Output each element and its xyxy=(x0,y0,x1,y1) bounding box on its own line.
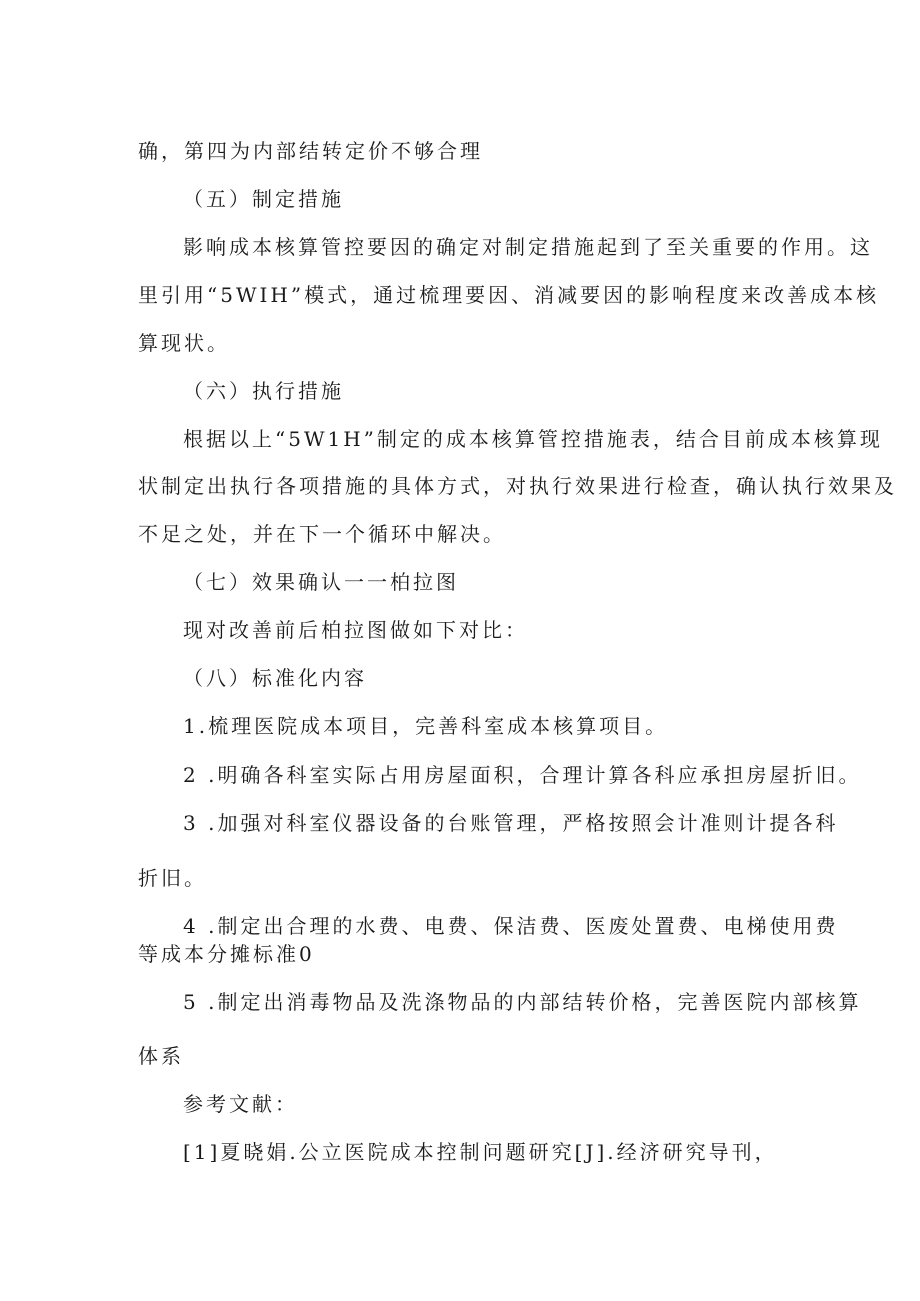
section-heading: （六）执行措施 xyxy=(183,379,344,403)
list-item-continuation: 折旧。 xyxy=(138,866,207,890)
paragraph-line: 根据以上“5W1H”制定的成本核算管控措施表，结合目前成本核算现 xyxy=(183,427,883,451)
list-item: 1.梳理医院成本项目，完善科室成本核算项目。 xyxy=(183,714,669,738)
section-heading: （八）标准化内容 xyxy=(183,666,367,690)
section-heading: （五）制定措施 xyxy=(183,187,344,211)
list-item: 2 .明确各科室实际占用房屋面积，合理计算各科应承担房屋折旧。 xyxy=(183,763,862,787)
section-heading: （七）效果确认一一柏拉图 xyxy=(183,570,459,594)
paragraph-line: 状制定出执行各项措施的具体方式，对执行效果进行检查，确认执行效果及 xyxy=(138,474,897,498)
paragraph-line: 现对改善前后柏拉图做如下对比： xyxy=(183,618,528,642)
list-item-continuation: 体系 xyxy=(138,1044,184,1068)
paragraph-line: 不足之处，并在下一个循环中解决。 xyxy=(138,522,506,546)
list-item: 5 .制定出消毒物品及洗涤物品的内部结转价格，完善医院内部核算 xyxy=(183,990,862,1014)
reference-entry: [1]夏晓娟.公立医院成本控制问题研究[J].经济研究导刊， xyxy=(183,1140,778,1164)
paragraph-line: 里引用“5WIH”模式，通过梳理要因、消减要因的影响程度来改善成本核 xyxy=(138,283,880,307)
references-heading: 参考文献： xyxy=(183,1092,298,1116)
paragraph-line: 算现状。 xyxy=(138,331,230,355)
paragraph-line: 确，第四为内部结转定价不够合理 xyxy=(138,139,483,163)
paragraph-line: 影响成本核算管控要因的确定对制定措施起到了至关重要的作用。这 xyxy=(183,235,873,259)
list-item: 3 .加强对科室仪器设备的台账管理，严格按照会计准则计提各科 xyxy=(183,811,839,835)
list-item-continuation: 等成本分摊标准0 xyxy=(138,942,315,966)
list-item: 4 .制定出合理的水费、电费、保洁费、医废处置费、电梯使用费 xyxy=(183,914,839,938)
